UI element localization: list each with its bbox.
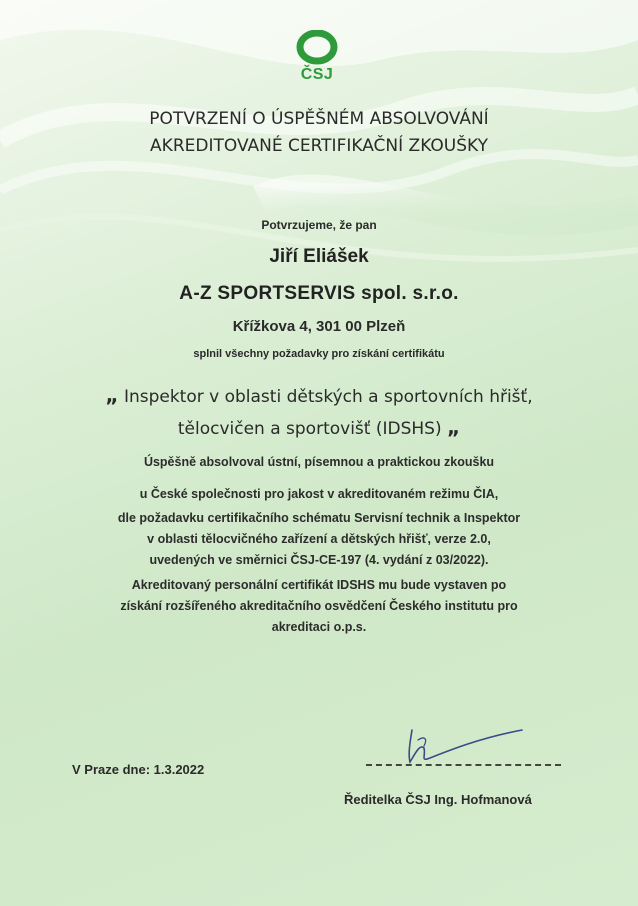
certificate-line-2: tělocvičen a sportovišť (IDSHS)	[177, 419, 442, 439]
csj-logo-text: ČSJ	[300, 66, 334, 83]
scheme-statement	[0, 508, 638, 571]
body-line-1: Úspěšně absolvoval ústní, písemnou a praktickou zkoušku	[143, 455, 495, 469]
certificate-name	[0, 380, 638, 444]
body-line-3: dle požadavku certifikačního schématu Servisní technik a Inspektor	[117, 511, 521, 525]
body-line-8: akreditaci o.p.s.	[271, 620, 367, 634]
title-line-1: POTVRZENÍ O ÚSPĚŠNÉM ABSOLVOVÁNÍ	[149, 109, 489, 129]
csj-logo	[286, 30, 348, 86]
document-title	[0, 106, 638, 160]
handwritten-signature	[390, 722, 530, 782]
company-name: A-Z SPORTSERVIS spol. s.r.o.	[179, 283, 459, 304]
body-line-6: Akreditovaný personální certifikát IDSHS mu bude vystaven po	[131, 578, 507, 592]
close-quote: „	[446, 415, 461, 439]
body-line-5: uvedených ve směrnici ČSJ-CE-197 (4. vydání z 03/2022).	[149, 553, 489, 567]
signature-line	[366, 764, 561, 766]
accreditation-statement	[0, 484, 638, 505]
body-line-7: získání rozšířeného akreditačního osvědčení Českého institutu pro	[120, 599, 518, 613]
company-address: Křížkova 4, 301 00 Plzeň	[232, 318, 406, 335]
body-line-4: v oblasti tělocvičného zařízení a dětských hřišť, verze 2.0,	[147, 532, 491, 546]
fulfilled-text: splnil všechny požadavky pro získání certifikátu	[193, 348, 445, 360]
person-name: Jiří Eliášek	[269, 246, 369, 267]
place-and-date: V Praze dne: 1.3.2022	[72, 762, 205, 777]
title-line-2: AKREDITOVANÉ CERTIFIKAČNÍ ZKOUŠKY	[150, 136, 488, 156]
exam-statement	[0, 452, 638, 473]
body-line-2: u České společnosti pro jakost v akreditovaném režimu ČIA,	[139, 487, 499, 501]
director-signatory: Ředitelka ČSJ Ing. Hofmanová	[344, 792, 532, 807]
certificate-line-1: Inspektor v oblasti dětských a sportovních hřišť,	[123, 387, 533, 407]
certificate-issue-statement	[0, 575, 638, 638]
open-quote: „	[105, 383, 119, 407]
intro-text: Potvrzujeme, že pan	[261, 218, 377, 232]
csj-logo-ring-icon	[286, 30, 348, 70]
